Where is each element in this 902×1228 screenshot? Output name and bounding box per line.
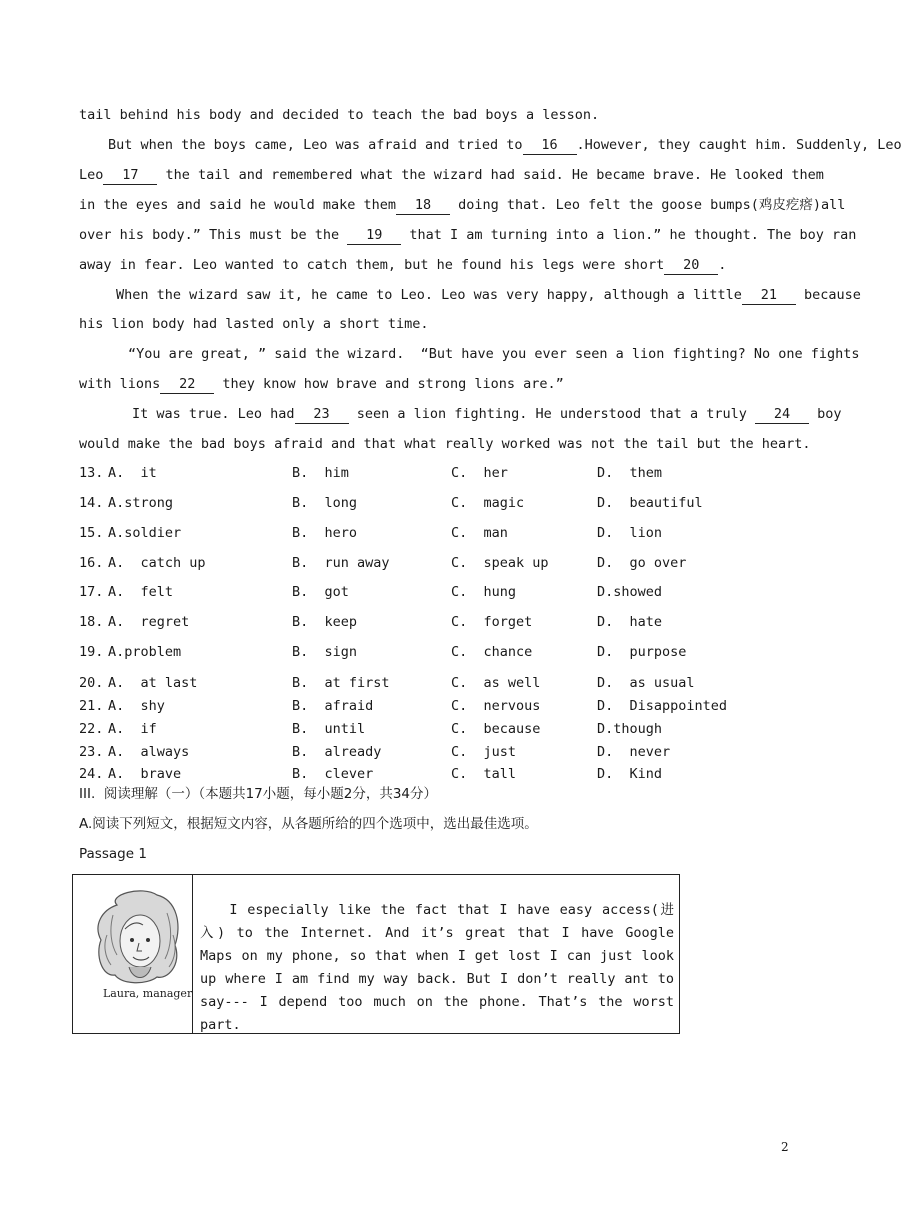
question-number: 14. bbox=[79, 495, 104, 511]
p4-with-lions: with lions bbox=[79, 376, 161, 392]
option-b: B. him bbox=[292, 465, 349, 481]
question-number: 17. bbox=[79, 584, 104, 600]
p3-text-a1: When the wizard saw it, he came to Leo. Leo was very happy, although a little bbox=[116, 287, 742, 303]
option-d: D. never bbox=[597, 744, 671, 760]
section-instruction: A.阅读下列短文，根据短文内容，从各题所给的四个选项中，选出最佳选项。 bbox=[79, 816, 538, 832]
option-a: A. if bbox=[108, 721, 157, 737]
question-number: 16. bbox=[79, 555, 104, 571]
blank-21: 21 bbox=[742, 286, 796, 305]
option-d: D. as usual bbox=[597, 675, 695, 691]
option-a: A. shy bbox=[108, 698, 165, 714]
option-c: C. her bbox=[451, 465, 508, 481]
option-b: B. got bbox=[292, 584, 349, 600]
option-d: D. lion bbox=[597, 525, 663, 541]
option-b: B. at first bbox=[292, 675, 390, 691]
option-c: C. nervous bbox=[451, 698, 541, 714]
option-a: A. at last bbox=[108, 675, 198, 691]
story-p2-line-4 bbox=[79, 226, 856, 245]
blank-19: 19 bbox=[347, 226, 401, 245]
option-b: B. clever bbox=[292, 766, 374, 782]
option-a: A. felt bbox=[108, 584, 174, 600]
story-p3-line-1 bbox=[116, 286, 861, 305]
blank-17: 17 bbox=[103, 166, 157, 185]
option-d: D. Kind bbox=[597, 766, 663, 782]
option-d: D. Disappointed bbox=[597, 698, 728, 714]
p2-text-a2: .However, they caught him. Suddenly, Leo bbox=[576, 137, 902, 153]
blank-16: 16 bbox=[523, 136, 577, 155]
p3-because-word: because bbox=[795, 287, 861, 303]
question-number: 23. bbox=[79, 744, 104, 760]
option-c: C. chance bbox=[451, 644, 533, 660]
option-c: C. tall bbox=[451, 766, 517, 782]
option-a: A. brave bbox=[108, 766, 182, 782]
question-number: 20. bbox=[79, 675, 104, 691]
story-p4-line-1: “You are great, ” said the wizard. “But have you ever seen a lion fighting? No one fights bbox=[128, 346, 860, 362]
option-a: A.soldier bbox=[108, 525, 182, 541]
story-p2-line-1: But when the boys came, Leo was afraid and tried to 16 .However, they caught him. Suddenly, Leo bbox=[108, 137, 902, 153]
option-d: D. them bbox=[597, 465, 663, 481]
story-blank-18-line bbox=[79, 196, 845, 215]
blank-22: 22 bbox=[160, 375, 214, 394]
question-number: 22. bbox=[79, 721, 104, 737]
passage-label: Passage 1 bbox=[79, 846, 147, 862]
option-d: D. hate bbox=[597, 614, 663, 630]
p2-leo-word: Leo bbox=[79, 167, 104, 183]
option-d: D. beautiful bbox=[597, 495, 703, 511]
p4-text-a2: they know how brave and strong lions are.” bbox=[222, 376, 564, 392]
option-c: C. speak up bbox=[451, 555, 549, 571]
option-b: B. already bbox=[292, 744, 382, 760]
question-number: 13. bbox=[79, 465, 104, 481]
option-b: B. long bbox=[292, 495, 358, 511]
option-b: B. afraid bbox=[292, 698, 374, 714]
card-text-body: I especially like the fact that I have easy access(进入) to the Internet. And it’s great that I have Google Maps on my phone, so that when I get lost I can just look up where I am find my way back. But I don’t really ant to say--- I depend too much on the phone. That’s the worst part. bbox=[200, 902, 674, 1033]
p2-text-a3-part2: in the eyes and said he would make them bbox=[79, 197, 396, 213]
p5-boy-word: boy bbox=[808, 406, 842, 422]
option-b: B. keep bbox=[292, 614, 358, 630]
p5-text-a1: It was true. Leo had bbox=[132, 406, 295, 422]
blank-24: 24 bbox=[755, 405, 809, 424]
story-p4-line-2 bbox=[79, 375, 564, 394]
page-number: 2 bbox=[781, 1140, 789, 1154]
p2-text-a5-part1: that I am turning into a lion.” he thought. The boy ran bbox=[409, 227, 857, 243]
option-a: A. it bbox=[108, 465, 157, 481]
story-p5-line-2: would make the bad boys afraid and that what really worked was not the tail but the heart. bbox=[79, 436, 811, 452]
card-divider bbox=[192, 875, 193, 1033]
option-c: C. as well bbox=[451, 675, 541, 691]
option-a: A. regret bbox=[108, 614, 190, 630]
option-b: B. until bbox=[292, 721, 366, 737]
p2-text-a4-part1: doing that. Leo felt the goose bumps(鸡皮疙瘩)all bbox=[449, 197, 846, 213]
story-p2-line-2 bbox=[79, 166, 824, 185]
portrait-caption: Laura, manager bbox=[103, 987, 193, 1000]
p2-text-a3-part1: the tail and remembered what the wizard had said. He became brave. He looked them bbox=[157, 167, 824, 183]
question-number: 24. bbox=[79, 766, 104, 782]
option-b: B. hero bbox=[292, 525, 358, 541]
blank-20: 20 bbox=[664, 256, 718, 275]
blank-23: 23 bbox=[295, 405, 349, 424]
option-a: A. catch up bbox=[108, 555, 206, 571]
blank-18: 18 bbox=[396, 196, 450, 215]
option-d: D. purpose bbox=[597, 644, 687, 660]
option-c: C. because bbox=[451, 721, 541, 737]
option-b: B. sign bbox=[292, 644, 358, 660]
story-p2-line-5 bbox=[79, 256, 726, 275]
option-c: C. magic bbox=[451, 495, 525, 511]
passage-card bbox=[72, 874, 680, 1034]
option-d: D. go over bbox=[597, 555, 687, 571]
section-heading: III. 阅读理解（一）（本题共17小题，每小题2分，共34分） bbox=[79, 786, 438, 802]
option-b: B. run away bbox=[292, 555, 390, 571]
option-a: A.strong bbox=[108, 495, 174, 511]
option-c: C. forget bbox=[451, 614, 533, 630]
question-number: 21. bbox=[79, 698, 104, 714]
card-text bbox=[200, 899, 674, 1037]
p2-text-a4-part2: over his body.” This must be the bbox=[79, 227, 340, 243]
story-line-1: tail behind his body and decided to teach the bad boys a lesson. bbox=[79, 107, 600, 123]
story-p3-line-2: his lion body had lasted only a short time. bbox=[79, 316, 429, 332]
option-c: C. man bbox=[451, 525, 508, 541]
story-p5-line-1 bbox=[132, 405, 842, 424]
option-d: D.showed bbox=[597, 584, 663, 600]
question-number: 19. bbox=[79, 644, 104, 660]
option-c: C. hung bbox=[451, 584, 517, 600]
p2-text-a6: . bbox=[718, 257, 727, 273]
question-number: 18. bbox=[79, 614, 104, 630]
question-number: 15. bbox=[79, 525, 104, 541]
p2-text-a5-part2: away in fear. Leo wanted to catch them, but he found his legs were short bbox=[79, 257, 665, 273]
p5-text-a2: seen a lion fighting. He understood that a truly bbox=[356, 406, 747, 422]
option-a: A. always bbox=[108, 744, 190, 760]
option-a: A.problem bbox=[108, 644, 182, 660]
option-d: D.though bbox=[597, 721, 663, 737]
option-c: C. just bbox=[451, 744, 517, 760]
